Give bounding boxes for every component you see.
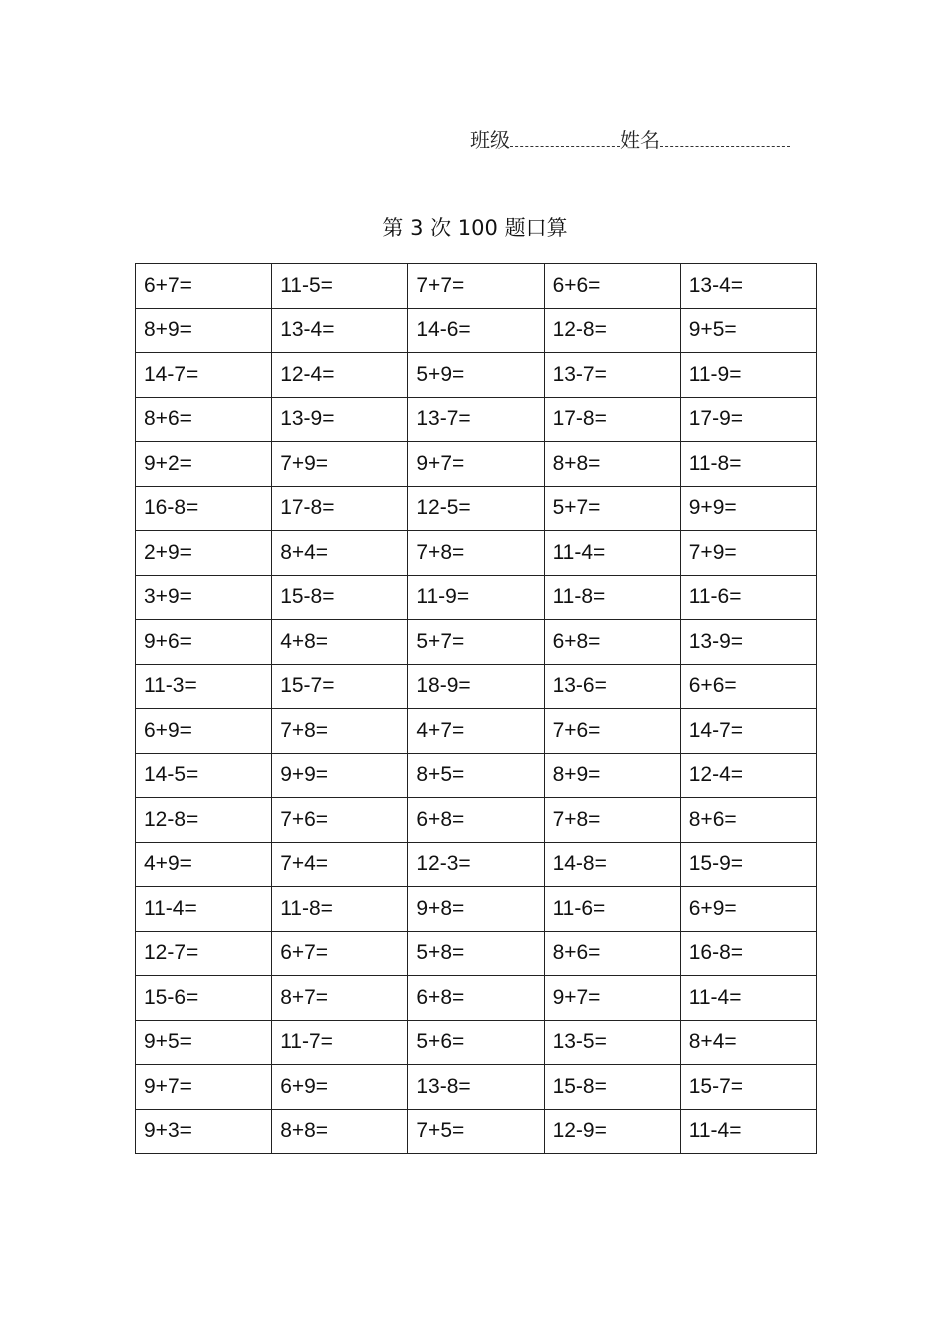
problem-cell: 8+6= [544,931,680,976]
table-row [136,798,817,843]
problem-cell: 2+9= [136,531,272,576]
problem-cell: 16-8= [680,931,816,976]
problem-cell: 6+7= [136,264,272,309]
problem-cell: 15-6= [136,976,272,1021]
problem-cell: 11-3= [136,664,272,709]
problem-cell: 7+9= [272,442,408,487]
problem-cell: 15-7= [272,664,408,709]
problem-cell: 15-8= [272,575,408,620]
problem-cell: 13-4= [272,308,408,353]
table-row [136,575,817,620]
problem-cell: 12-4= [272,353,408,398]
problem-cell: 11-6= [680,575,816,620]
problem-cell: 13-7= [544,353,680,398]
problem-cell: 15-8= [544,1065,680,1110]
problem-cell: 11-9= [408,575,544,620]
problem-cell: 15-9= [680,842,816,887]
problem-cell: 4+8= [272,620,408,665]
problem-cell: 4+7= [408,709,544,754]
problem-cell: 8+4= [680,1020,816,1065]
problem-cell: 11-7= [272,1020,408,1065]
problem-cell: 17-9= [680,397,816,442]
problem-cell: 11-8= [272,887,408,932]
problem-cell: 14-7= [680,709,816,754]
problem-cell: 14-8= [544,842,680,887]
name-label: 姓名 [620,128,660,152]
problem-cell: 13-7= [408,397,544,442]
problem-cell: 8+6= [680,798,816,843]
problem-cell: 12-7= [136,931,272,976]
problem-cell: 7+8= [408,531,544,576]
table-row [136,264,817,309]
problem-cell: 8+4= [272,531,408,576]
table-row [136,308,817,353]
problem-cell: 11-4= [680,976,816,1021]
problem-cell: 9+2= [136,442,272,487]
problem-cell: 7+8= [544,798,680,843]
problem-cell: 14-7= [136,353,272,398]
table-row [136,753,817,798]
page-title: 第 3 次 100 题口算 [382,216,568,240]
problem-cell: 6+9= [136,709,272,754]
name-blank [660,132,790,147]
table-row [136,1020,817,1065]
problem-cell: 12-8= [136,798,272,843]
class-label: 班级 [470,128,510,152]
problem-cell: 12-3= [408,842,544,887]
problem-cell: 5+7= [408,620,544,665]
problem-cell: 9+8= [408,887,544,932]
problem-cell: 6+6= [680,664,816,709]
problem-cell: 11-4= [544,531,680,576]
problem-cell: 5+6= [408,1020,544,1065]
problem-cell: 7+9= [680,531,816,576]
problem-cell: 6+8= [408,798,544,843]
problem-cell: 9+7= [136,1065,272,1110]
table-row [136,486,817,531]
problem-cell: 13-8= [408,1065,544,1110]
problem-cell: 8+5= [408,753,544,798]
problem-cell: 3+9= [136,575,272,620]
problem-cell: 9+5= [680,308,816,353]
table-row [136,1109,817,1154]
table-row [136,442,817,487]
problem-cell: 6+8= [408,976,544,1021]
arithmetic-grid [135,263,817,1154]
problem-cell: 6+9= [680,887,816,932]
problem-cell: 11-8= [680,442,816,487]
problem-cell: 7+4= [272,842,408,887]
table-row [136,709,817,754]
problem-cell: 11-6= [544,887,680,932]
problem-cell: 14-5= [136,753,272,798]
problem-cell: 14-6= [408,308,544,353]
problem-cell: 11-4= [680,1109,816,1154]
problem-cell: 9+6= [136,620,272,665]
table-row [136,353,817,398]
problem-cell: 6+8= [544,620,680,665]
problem-cell: 5+9= [408,353,544,398]
problem-cell: 7+6= [272,798,408,843]
problem-cell: 17-8= [272,486,408,531]
problem-cell: 12-8= [544,308,680,353]
table-row [136,976,817,1021]
problem-cell: 9+9= [680,486,816,531]
problem-cell: 12-9= [544,1109,680,1154]
problem-cell: 6+6= [544,264,680,309]
problem-cell: 7+7= [408,264,544,309]
problem-cell: 17-8= [544,397,680,442]
table-row [136,931,817,976]
problem-cell: 9+7= [544,976,680,1021]
problem-cell: 13-4= [680,264,816,309]
problem-cell: 5+8= [408,931,544,976]
problem-cell: 5+7= [544,486,680,531]
problem-cell: 13-5= [544,1020,680,1065]
problem-cell: 6+7= [272,931,408,976]
class-blank [510,132,620,147]
problem-cell: 13-6= [544,664,680,709]
table-row [136,664,817,709]
problem-cell: 15-7= [680,1065,816,1110]
problem-cell: 8+8= [544,442,680,487]
table-row [136,1065,817,1110]
table-row [136,397,817,442]
problem-cell: 8+9= [136,308,272,353]
problem-cell: 9+7= [408,442,544,487]
problem-cell: 11-8= [544,575,680,620]
problem-cell: 9+3= [136,1109,272,1154]
table-row [136,620,817,665]
problem-cell: 13-9= [272,397,408,442]
problem-cell: 9+9= [272,753,408,798]
problem-cell: 6+9= [272,1065,408,1110]
problem-cell: 8+8= [272,1109,408,1154]
problem-cell: 8+7= [272,976,408,1021]
problem-cell: 11-5= [272,264,408,309]
problem-cell: 8+9= [544,753,680,798]
problem-cell: 8+6= [136,397,272,442]
problem-cell: 13-9= [680,620,816,665]
problem-cell: 7+5= [408,1109,544,1154]
problem-cell: 9+5= [136,1020,272,1065]
problem-cell: 12-5= [408,486,544,531]
problem-cell: 18-9= [408,664,544,709]
table-row [136,842,817,887]
problem-cell: 11-4= [136,887,272,932]
student-info-line [470,124,790,153]
problem-cell: 4+9= [136,842,272,887]
problem-cell: 7+8= [272,709,408,754]
problem-cell: 16-8= [136,486,272,531]
table-row [136,887,817,932]
table-row [136,531,817,576]
problem-cell: 12-4= [680,753,816,798]
problem-cell: 11-9= [680,353,816,398]
problem-cell: 7+6= [544,709,680,754]
